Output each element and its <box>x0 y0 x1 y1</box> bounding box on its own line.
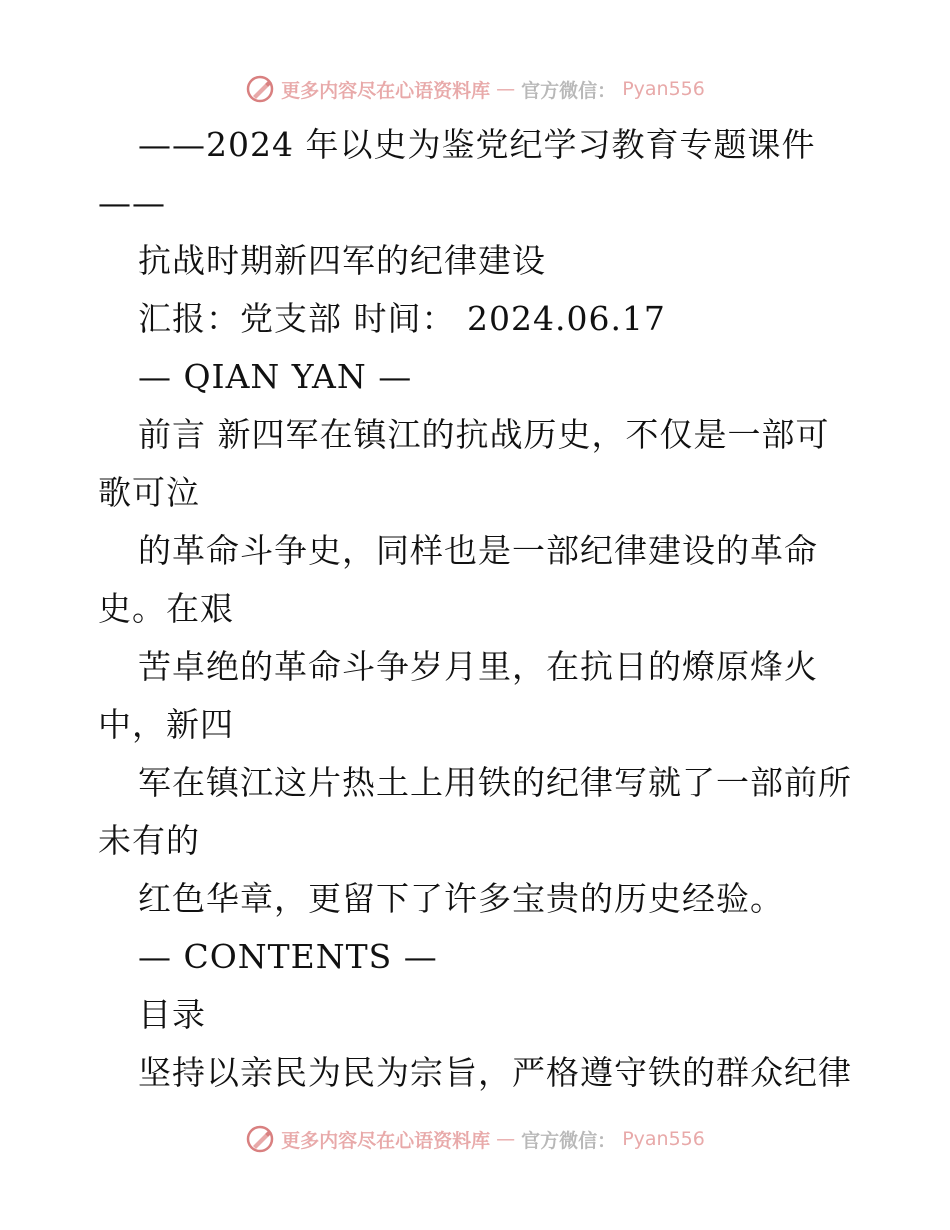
contents-label: 目录 <box>138 995 206 1034</box>
watermark-main-text: 更多内容尽在心语资料库 <box>281 79 491 102</box>
watermark-main-text: 更多内容尽在心语资料库 <box>281 1129 491 1152</box>
watermark-wechat-id: Pyan556 <box>622 1128 705 1150</box>
watermark-official-text: 官方微信： <box>521 79 617 102</box>
doc-title: 抗战时期新四军的纪律建设 <box>138 241 546 280</box>
pen-logo-icon <box>245 1124 275 1154</box>
contents-item: 坚持以亲民为民为宗旨，严格遵守铁的群众纪律 <box>138 1053 852 1092</box>
doc-line: 史。在艰 <box>98 589 234 628</box>
watermark-dash: — <box>496 1128 516 1150</box>
watermark-dash: — <box>496 78 516 100</box>
watermark-header <box>0 74 950 104</box>
section-heading-contents: — CONTENTS — <box>138 937 438 976</box>
doc-line: 苦卓绝的革命斗争岁月里，在抗日的燎原烽火 <box>138 647 818 686</box>
doc-line: —— <box>98 183 166 222</box>
pen-logo-icon <box>245 74 275 104</box>
doc-line: ——2024 年以史为鉴党纪学习教育专题课件 <box>138 125 816 164</box>
document-body <box>98 116 858 1102</box>
section-heading-qianyan: — QIAN YAN — <box>138 357 413 396</box>
doc-line: 军在镇江这片热土上用铁的纪律写就了一部前所 <box>138 763 852 802</box>
doc-line: 未有的 <box>98 821 200 860</box>
doc-line: 前言 新四军在镇江的抗战历史，不仅是一部可 <box>138 415 830 454</box>
doc-reporter-date: 汇报：党支部 时间： 2024.06.17 <box>138 299 666 338</box>
watermark-footer <box>0 1124 950 1154</box>
doc-line: 红色华章，更留下了许多宝贵的历史经验。 <box>138 879 784 918</box>
doc-line: 歌可泣 <box>98 473 200 512</box>
watermark-official-text: 官方微信： <box>521 1129 617 1152</box>
doc-line: 中，新四 <box>98 705 234 744</box>
doc-line: 的革命斗争史，同样也是一部纪律建设的革命 <box>138 531 818 570</box>
watermark-wechat-id: Pyan556 <box>622 78 705 100</box>
